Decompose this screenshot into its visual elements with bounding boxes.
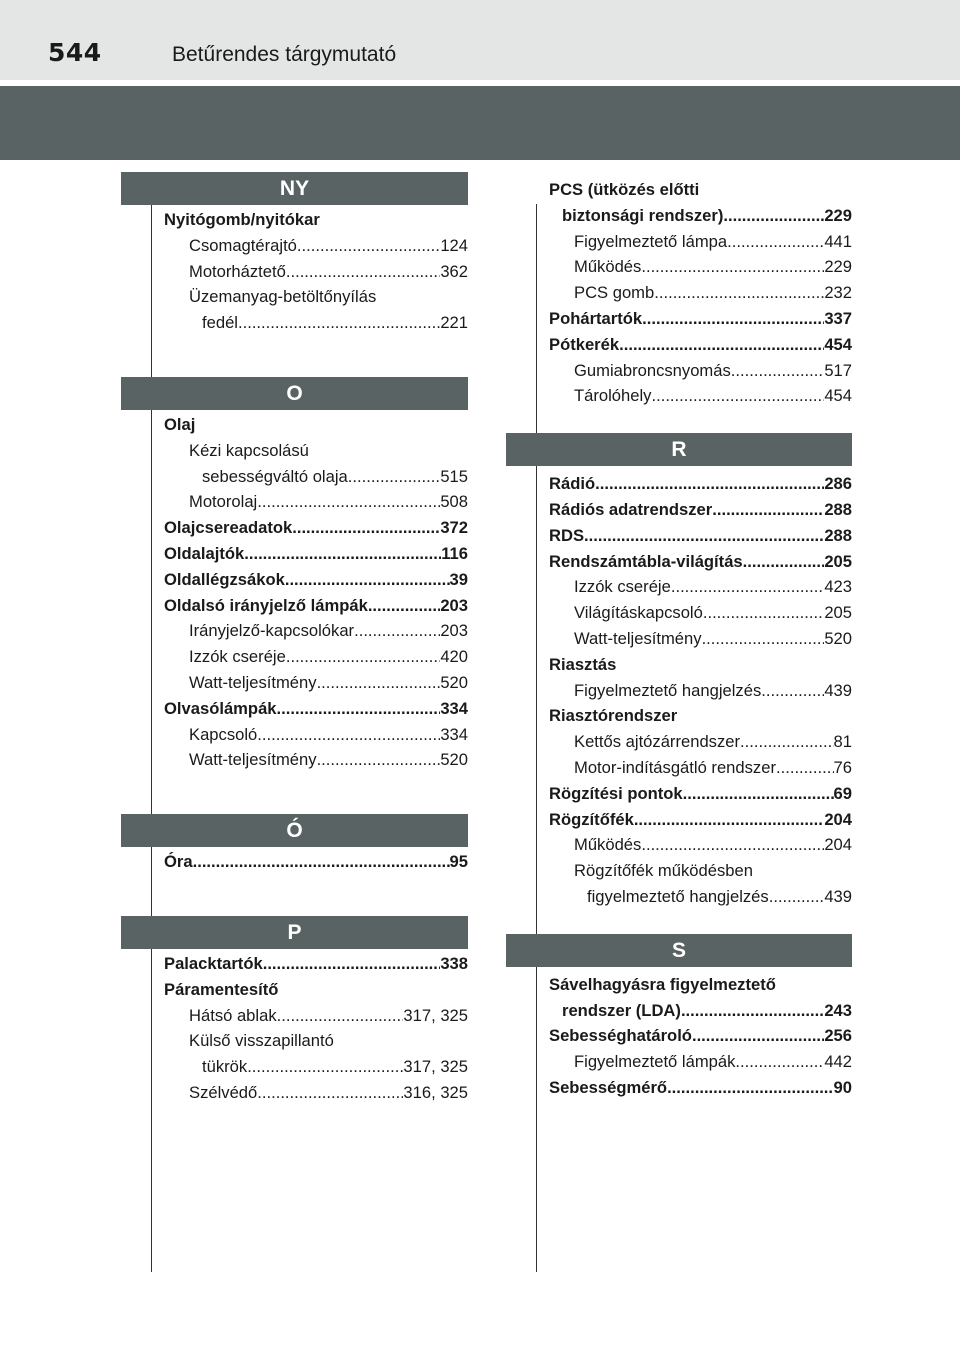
section-header-s: S: [506, 934, 852, 967]
index-entry: Kapcsoló ..... 334: [164, 722, 468, 748]
index-entry: Nyitógomb/nyitókar: [164, 210, 320, 229]
index-entry: Izzók cseréje ..... 420: [164, 644, 468, 670]
section-header-ny: NY: [121, 172, 468, 205]
index-entry: fedél ..... 221: [164, 310, 468, 336]
index-entry: Pótkerék ..... 454: [549, 332, 852, 358]
index-entry: Riasztórendszer: [549, 706, 678, 726]
section-o-acute: [121, 847, 468, 875]
index-entry: Tárolóhely ..... 454: [549, 383, 852, 409]
index-entry: PCS gomb ..... 232: [549, 280, 852, 306]
index-entry: Oldalajtók ..... 116: [164, 541, 468, 567]
index-entry: Riasztás: [549, 654, 617, 674]
index-entry: Páramentesítő: [164, 979, 279, 999]
index-entry: Hátsó ablak ..... 317, 325: [164, 1003, 468, 1029]
index-entry: PCS (ütközés előtti: [549, 180, 700, 199]
index-entry: Palacktartók ..... 338: [164, 951, 468, 977]
index-entry: Gumiabroncsnyomás ..... 517: [549, 358, 852, 384]
index-entry: Rögzítési pontok ..... 69: [549, 781, 852, 807]
index-entry: Sávelhagyásra figyelmeztető: [549, 974, 776, 994]
index-entry: Oldalsó irányjelző lámpák ..... 203: [164, 593, 468, 619]
section-ny: [121, 205, 468, 336]
index-entry: tükrök ..... 317, 325: [164, 1054, 468, 1080]
index-entry: rendszer (LDA) ..... 243: [549, 998, 852, 1024]
index-entry: Olvasólámpák ..... 334: [164, 696, 468, 722]
index-entry: Motor-indításgátló rendszer ..... 76: [549, 755, 852, 781]
section-header-r: R: [506, 433, 852, 466]
index-entry: Watt-teljesítmény ..... 520: [549, 626, 852, 652]
section-header-p: P: [121, 916, 468, 949]
index-entry: Olajcsereadatok ..... 372: [164, 515, 468, 541]
section-p: [121, 949, 468, 1106]
section-p-continued: [506, 172, 852, 409]
index-entry: Pohártartók ..... 337: [549, 306, 852, 332]
section-s: [506, 967, 852, 1101]
index-entry: Óra ..... 95: [164, 849, 468, 875]
index-entry: Watt-teljesítmény ..... 520: [164, 670, 468, 696]
index-column-right: [506, 172, 852, 1101]
index-entry: Szélvédő ..... 316, 325: [164, 1080, 468, 1106]
index-entry: Olaj: [164, 414, 196, 434]
section-header-o: O: [121, 377, 468, 410]
index-entry: Sebességhatároló ..... 256: [549, 1023, 852, 1049]
section-r: [506, 466, 852, 910]
page-title: Betűrendes tárgymutató: [172, 43, 397, 66]
index-entry: Rádió ..... 286: [549, 471, 852, 497]
index-entry: biztonsági rendszer) ..... 229: [549, 203, 852, 229]
index-entry: Figyelmeztető lámpa ..... 441: [549, 229, 852, 255]
index-entry: Üzemanyag-betöltőnyílás: [189, 287, 377, 307]
index-entry: Irányjelző-kapcsolókar ..... 203: [164, 618, 468, 644]
index-entry: Izzók cseréje ..... 423: [549, 574, 852, 600]
index-entry: Sebességmérő ..... 90: [549, 1075, 852, 1101]
index-entry: Kettős ajtózárrendszer ..... 81: [549, 729, 852, 755]
index-entry: Rögzítőfék ..... 204: [549, 807, 852, 833]
page-number: 544: [48, 38, 102, 67]
index-entry: Oldallégzsákok ..... 39: [164, 567, 468, 593]
index-entry: Rögzítőfék működésben: [574, 861, 753, 881]
header-band: [0, 86, 960, 160]
index-entry: Kézi kapcsolású: [189, 440, 309, 460]
index-entry: sebességváltó olaja ..... 515: [164, 464, 468, 490]
index-entry: Csomagtérajtó ..... 124: [164, 233, 468, 259]
index-entry: RDS ..... 288: [549, 523, 852, 549]
section-o: [121, 410, 468, 773]
index-entry: Motorolaj ..... 508: [164, 489, 468, 515]
index-entry: Rádiós adatrendszer ..... 288: [549, 497, 852, 523]
index-entry: Külső visszapillantó: [189, 1031, 334, 1051]
index-entry: Figyelmeztető hangjelzés ..... 439: [549, 678, 852, 704]
index-entry: Működés ..... 204: [549, 832, 852, 858]
index-column-left: [121, 172, 468, 1106]
section-header-o-acute: Ó: [121, 814, 468, 847]
index-entry: Figyelmeztető lámpák ..... 442: [549, 1049, 852, 1075]
index-entry: Motorháztető ..... 362: [164, 259, 468, 285]
index-entry: Világításkapcsoló ..... 205: [549, 600, 852, 626]
index-entry: figyelmeztető hangjelzés ..... 439: [549, 884, 852, 910]
header-strip: [0, 0, 960, 80]
index-entry: Rendszámtábla-világítás ..... 205: [549, 549, 852, 575]
index-entry: Működés ..... 229: [549, 254, 852, 280]
index-entry: Watt-teljesítmény ..... 520: [164, 747, 468, 773]
